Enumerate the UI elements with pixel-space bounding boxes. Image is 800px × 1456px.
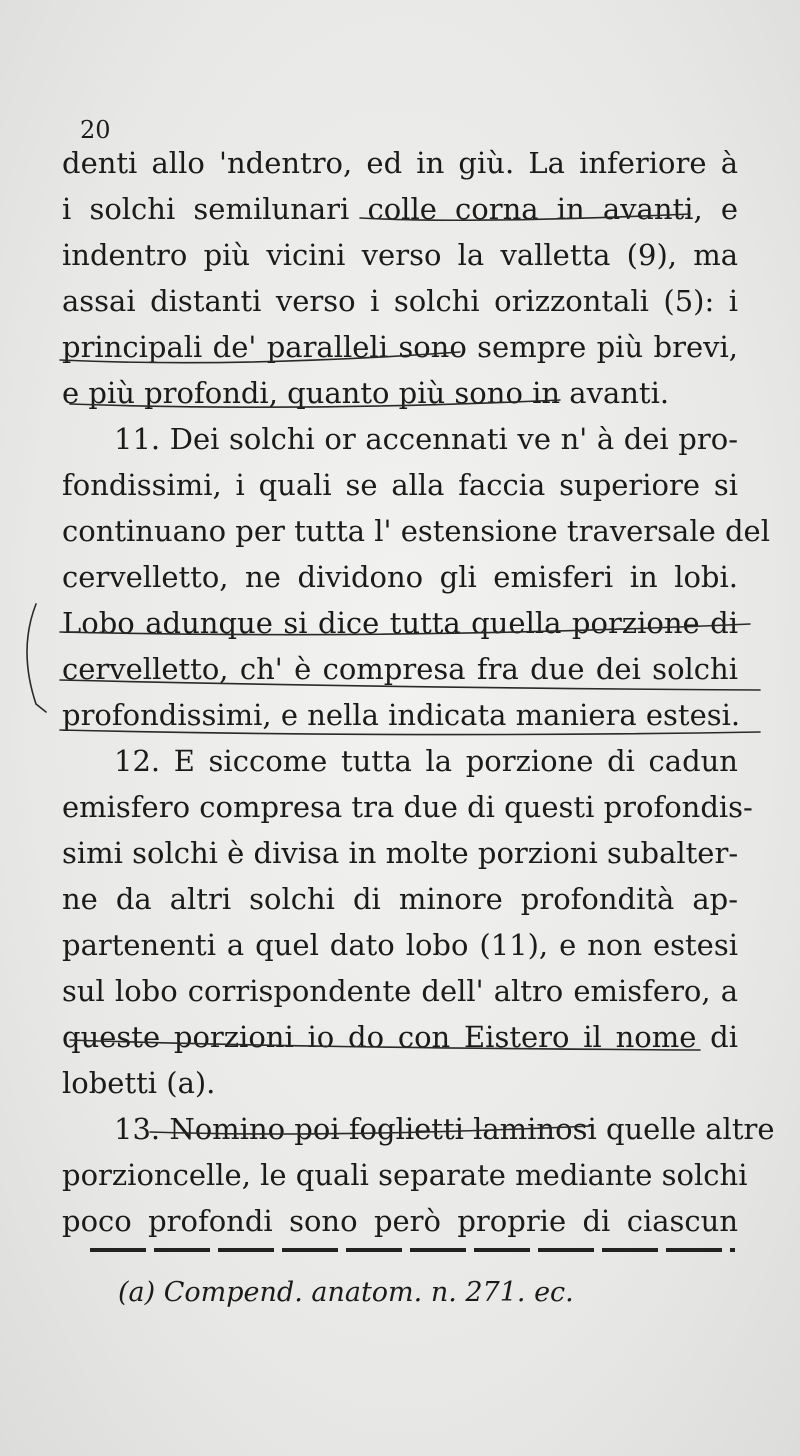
- paragraph-12-start: 12. E siccome tutta la porzione di cadun: [114, 744, 738, 778]
- text-line: ne da altri solchi di minore profondità ap-: [62, 882, 738, 916]
- text-line: denti allo 'ndentro, ed in giù. La inferiore à: [62, 146, 738, 180]
- text-line: continuano per tutta l' estensione traversale del: [62, 514, 770, 548]
- text-line: simi solchi è divisa in molte porzioni subalter-: [62, 836, 739, 870]
- paragraph-11-start: 11. Dei solchi or accennati ve n' à dei pro-: [114, 422, 738, 456]
- page-number: 20: [80, 116, 111, 144]
- footnote: (a) Compend. anatom. n. 271. ec.: [118, 1277, 574, 1308]
- text-line: queste porzioni io do con Eistero il nome di: [62, 1020, 738, 1054]
- text-line: sul lobo corrispondente dell' altro emisfero, a: [62, 974, 738, 1008]
- footnote-separator-rule: [90, 1248, 735, 1252]
- text-line: emisfero compresa tra due di questi profondis-: [62, 790, 753, 824]
- text-line: i solchi semilunari colle corna in avanti, e: [62, 192, 738, 226]
- paragraph-13-start: 13. Nomino poi foglietti laminosi quelle altre: [114, 1112, 775, 1146]
- text-line: porzioncelle, le quali separate mediante solchi: [62, 1158, 748, 1192]
- text-line: poco profondi sono però proprie di ciascun: [62, 1204, 738, 1238]
- bracket-mark: [27, 604, 46, 712]
- text-line: fondissimi, i quali se alla faccia superiore si: [62, 468, 738, 502]
- body-text: [62, 140, 775, 1244]
- text-line: assai distanti verso i solchi orizzontali (5): i: [62, 284, 738, 318]
- text-line: Lobo adunque si dice tutta quella porzione di: [62, 606, 738, 640]
- text-line: partenenti a quel dato lobo (11), e non estesi: [62, 928, 738, 962]
- text-line: principali de' paralleli sono sempre più brevi,: [62, 330, 738, 364]
- text-line: indentro più vicini verso la valletta (9), ma: [62, 238, 738, 272]
- text-line: cervelletto, ch' è compresa fra due dei solchi: [62, 652, 738, 686]
- text-line: e più profondi, quanto più sono in avanti.: [62, 376, 670, 410]
- text-line: profondissimi, e nella indicata maniera estesi.: [62, 698, 741, 732]
- text-line: cervelletto, ne dividono gli emisferi in lobi.: [62, 560, 738, 594]
- text-line: lobetti (a).: [62, 1066, 216, 1100]
